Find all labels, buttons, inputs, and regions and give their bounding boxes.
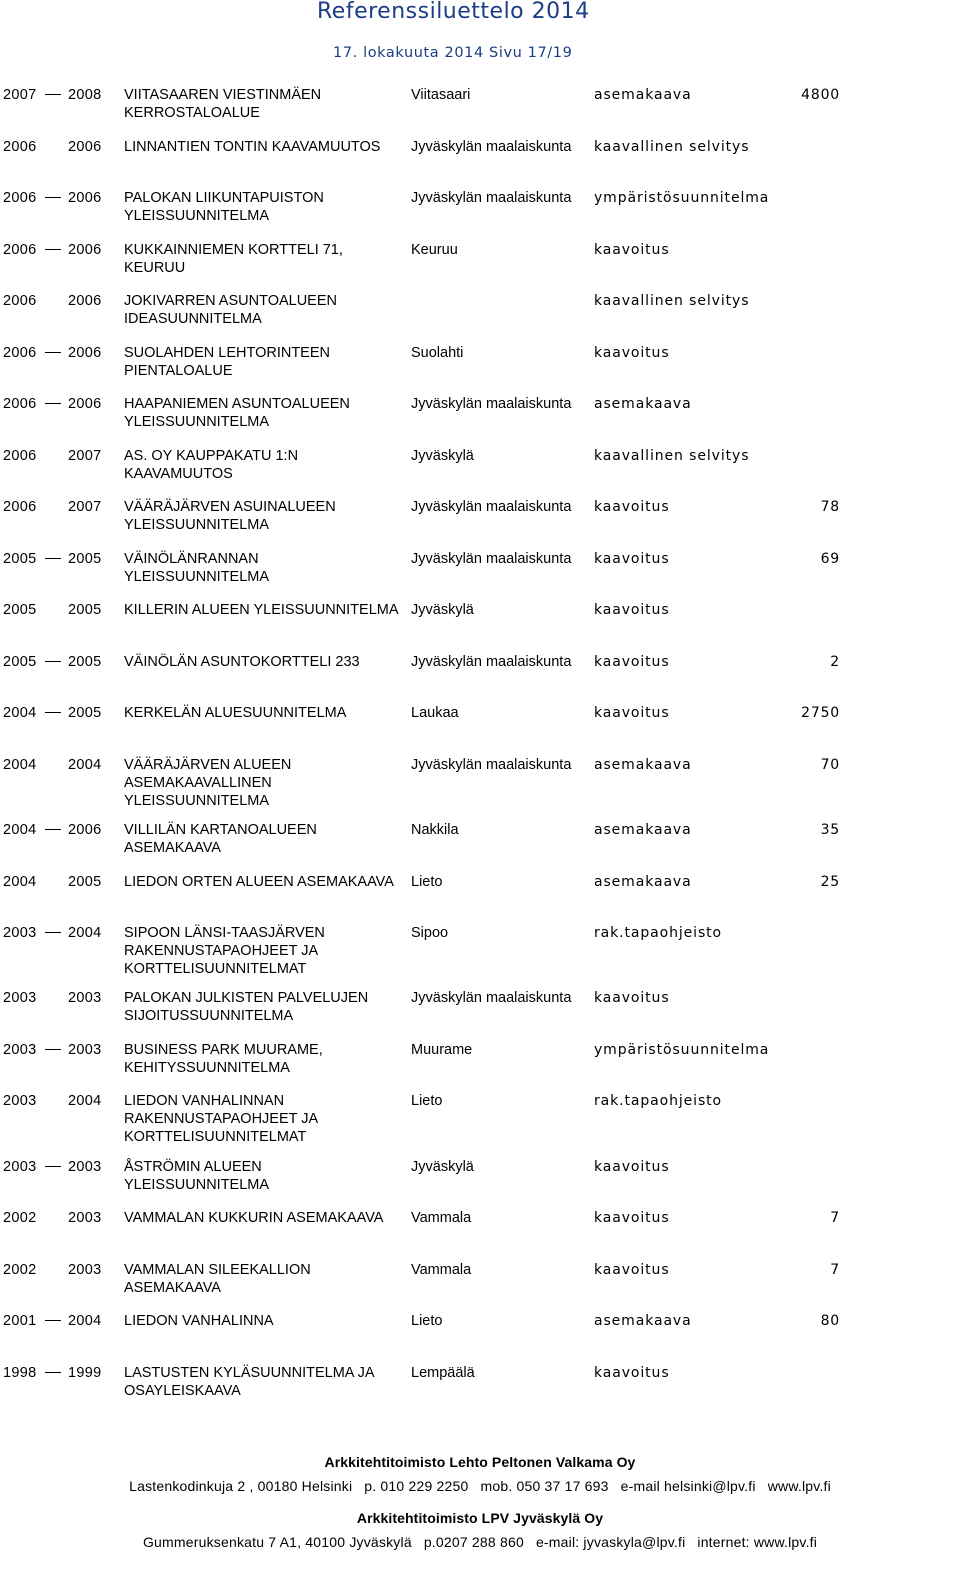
municipality: Jyväskylän maalaiskunta	[411, 654, 572, 670]
project-name: VAMMALAN SILEEKALLION ASEMAKAAVA	[124, 1262, 311, 1296]
end-year: 2004	[68, 757, 102, 773]
project-name: ÅSTRÖMIN ALUEEN YLEISSUUNNITELMA	[124, 1159, 270, 1193]
reference-row	[0, 924, 960, 977]
end-year: 2006	[68, 293, 102, 309]
end-year: 1999	[68, 1365, 102, 1381]
project-name: KUKKAINNIEMEN KORTTELI 71, KEURUU	[124, 242, 343, 276]
municipality: Jyväskylän maalaiskunta	[411, 990, 572, 1006]
plan-type: kaavoitus	[594, 242, 670, 258]
project-name: VÄÄRÄJÄRVEN ASUINALUEEN YLEISSUUNNITELMA	[124, 499, 336, 533]
start-year: 2001	[3, 1313, 37, 1329]
area-hectares: 2750	[801, 705, 840, 721]
municipality: Jyväskylän maalaiskunta	[411, 551, 572, 567]
start-year: 2005	[3, 602, 37, 618]
reference-row	[0, 395, 960, 435]
plan-type: rak.tapaohjeisto	[594, 1093, 723, 1109]
municipality: Sipoo	[411, 925, 449, 941]
end-year: 2006	[68, 139, 102, 155]
start-year: 2003	[3, 990, 37, 1006]
reference-row	[0, 821, 960, 861]
page-date-and-number: 17. lokakuuta 2014 Sivu 17/19	[333, 45, 573, 61]
plan-type: kaavoitus	[594, 654, 670, 670]
end-year: 2006	[68, 345, 102, 361]
project-name: LIEDON VANHALINNAN RAKENNUSTAPAOHJEET JA KORTTELISUUNNITELMAT	[124, 1093, 318, 1145]
municipality: Muurame	[411, 1042, 473, 1058]
plan-type: kaavallinen selvitys	[594, 139, 750, 155]
plan-type: kaavoitus	[594, 1159, 670, 1175]
municipality: Keuruu	[411, 242, 458, 258]
plan-type: asemakaava	[594, 822, 692, 838]
municipality: Lieto	[411, 874, 443, 890]
end-year: 2006	[68, 190, 102, 206]
area-hectares: 78	[820, 499, 840, 515]
start-year: 2003	[3, 1159, 37, 1175]
reference-row	[0, 550, 960, 590]
start-year: 2006	[3, 293, 37, 309]
year-range-dash	[45, 1320, 61, 1321]
plan-type: kaavoitus	[594, 602, 670, 618]
project-name: AS. OY KAUPPAKATU 1:N KAAVAMUUTOS	[124, 448, 299, 482]
area-hectares: 25	[820, 874, 840, 890]
reference-row	[0, 756, 960, 809]
plan-type: kaavoitus	[594, 1210, 670, 1226]
project-name: PALOKAN LIIKUNTAPUISTON YLEISSUUNNITELMA	[124, 190, 324, 224]
start-year: 2003	[3, 1042, 37, 1058]
start-year: 2002	[3, 1262, 37, 1278]
project-name: LIEDON ORTEN ALUEEN ASEMAKAAVA	[124, 874, 394, 890]
reference-row	[0, 989, 960, 1029]
year-range-dash	[45, 661, 61, 662]
footer-company-helsinki: Arkkitehtitoimisto Lehto Peltonen Valkama Oy	[324, 1454, 636, 1470]
year-range-dash	[45, 829, 61, 830]
plan-type: asemakaava	[594, 396, 692, 412]
plan-type: kaavoitus	[594, 345, 670, 361]
plan-type: ympäristösuunnitelma	[594, 1042, 770, 1058]
municipality: Vammala	[411, 1210, 472, 1226]
area-hectares: 2	[830, 654, 840, 670]
municipality: Jyväskylä	[411, 448, 474, 464]
area-hectares: 70	[820, 757, 840, 773]
plan-type: asemakaava	[594, 87, 692, 103]
municipality: Jyväskylän maalaiskunta	[411, 190, 572, 206]
end-year: 2008	[68, 87, 102, 103]
start-year: 2003	[3, 925, 37, 941]
reference-row	[0, 873, 960, 913]
reference-row	[0, 1261, 960, 1301]
year-range-dash	[45, 932, 61, 933]
year-range-dash	[45, 249, 61, 250]
end-year: 2005	[68, 551, 102, 567]
end-year: 2005	[68, 705, 102, 721]
start-year: 2004	[3, 705, 37, 721]
area-hectares: 80	[820, 1313, 840, 1329]
end-year: 2007	[68, 448, 102, 464]
end-year: 2005	[68, 654, 102, 670]
municipality: Jyväskylä	[411, 602, 474, 618]
reference-row	[0, 1364, 960, 1404]
start-year: 2005	[3, 551, 37, 567]
reference-row	[0, 704, 960, 744]
year-range-dash	[45, 1372, 61, 1373]
project-name: BUSINESS PARK MUURAME, KEHITYSSUUNNITELMA	[124, 1042, 323, 1076]
reference-row	[0, 138, 960, 178]
year-range-dash	[45, 558, 61, 559]
plan-type: kaavoitus	[594, 1262, 670, 1278]
reference-row	[0, 1158, 960, 1198]
footer-address: Gummeruksenkatu 7 A1, 40100 Jyväskylä	[142, 1534, 412, 1550]
start-year: 2003	[3, 1093, 37, 1109]
project-name: VÄINÖLÄNRANNAN YLEISSUUNNITELMA	[124, 551, 270, 585]
start-year: 1998	[3, 1365, 37, 1381]
footer-company-jyvaskyla: Arkkitehtitoimisto LPV Jyväskylä Oy	[356, 1510, 604, 1526]
footer-contact-jyvaskyla	[0, 1534, 960, 1550]
footer-email: e-mail: jyvaskyla@lpv.fi	[535, 1534, 686, 1550]
project-name: LINNANTIEN TONTIN KAAVAMUUTOS	[124, 139, 381, 155]
reference-row	[0, 1092, 960, 1145]
end-year: 2006	[68, 242, 102, 258]
area-hectares: 69	[820, 551, 840, 567]
end-year: 2004	[68, 1093, 102, 1109]
reference-row	[0, 1041, 960, 1081]
end-year: 2004	[68, 1313, 102, 1329]
plan-type: kaavoitus	[594, 1365, 670, 1381]
project-name: JOKIVARREN ASUNTOALUEEN IDEASUUNNITELMA	[124, 293, 337, 327]
project-name: VÄÄRÄJÄRVEN ALUEEN ASEMAKAAVALLINEN YLEISSUUNNITELMA	[124, 757, 292, 809]
start-year: 2004	[3, 874, 37, 890]
project-name: KILLERIN ALUEEN YLEISSUUNNITELMA	[124, 602, 399, 618]
year-range-dash	[45, 403, 61, 404]
end-year: 2003	[68, 990, 102, 1006]
year-range-dash	[45, 1166, 61, 1167]
reference-row	[0, 498, 960, 538]
end-year: 2004	[68, 925, 102, 941]
year-range-dash	[45, 352, 61, 353]
plan-type: ympäristösuunnitelma	[594, 190, 770, 206]
municipality: Lempäälä	[411, 1365, 475, 1381]
reference-row	[0, 189, 960, 229]
page-title: Referenssiluettelo 2014	[317, 0, 590, 24]
municipality: Lieto	[411, 1313, 443, 1329]
municipality: Jyväskylän maalaiskunta	[411, 139, 572, 155]
municipality: Jyväskylä	[411, 1159, 474, 1175]
project-name: HAAPANIEMEN ASUNTOALUEEN YLEISSUUNNITELMA	[124, 396, 350, 430]
end-year: 2006	[68, 822, 102, 838]
project-name: VÄINÖLÄN ASUNTOKORTTELI 233	[124, 654, 360, 670]
plan-type: rak.tapaohjeisto	[594, 925, 723, 941]
plan-type: kaavoitus	[594, 990, 670, 1006]
footer-website: internet: www.lpv.fi	[697, 1534, 818, 1550]
area-hectares: 7	[830, 1210, 840, 1226]
year-range-dash	[45, 197, 61, 198]
footer-email: e-mail helsinki@lpv.fi	[620, 1478, 756, 1494]
reference-row	[0, 1209, 960, 1249]
project-name: VILLILÄN KARTANOALUEEN ASEMAKAAVA	[124, 822, 317, 856]
reference-row	[0, 653, 960, 693]
municipality: Jyväskylän maalaiskunta	[411, 396, 572, 412]
reference-row	[0, 601, 960, 641]
municipality: Jyväskylän maalaiskunta	[411, 499, 572, 515]
project-name: SUOLAHDEN LEHTORINTEEN PIENTALOALUE	[124, 345, 330, 379]
start-year: 2007	[3, 87, 37, 103]
start-year: 2006	[3, 242, 37, 258]
plan-type: kaavoitus	[594, 705, 670, 721]
start-year: 2004	[3, 822, 37, 838]
municipality: Lieto	[411, 1093, 443, 1109]
project-name: VIITASAAREN VIESTINMÄEN KERROSTALOALUE	[124, 87, 322, 121]
project-name: SIPOON LÄNSI-TAASJÄRVEN RAKENNUSTAPAOHJEET JA KORTTELISUUNNITELMAT	[124, 925, 325, 977]
start-year: 2006	[3, 139, 37, 155]
plan-type: kaavallinen selvitys	[594, 293, 750, 309]
reference-row	[0, 241, 960, 281]
reference-row	[0, 447, 960, 487]
footer-phone: p. 010 229 2250	[364, 1478, 469, 1494]
area-hectares: 4800	[801, 87, 840, 103]
municipality: Nakkila	[411, 822, 459, 838]
footer-phone: p.0207 288 860	[423, 1534, 524, 1550]
footer-mobile: mob. 050 37 17 693	[480, 1478, 609, 1494]
end-year: 2006	[68, 396, 102, 412]
plan-type: asemakaava	[594, 874, 692, 890]
reference-row	[0, 344, 960, 384]
start-year: 2005	[3, 654, 37, 670]
end-year: 2007	[68, 499, 102, 515]
municipality: Jyväskylän maalaiskunta	[411, 757, 572, 773]
start-year: 2004	[3, 757, 37, 773]
start-year: 2006	[3, 499, 37, 515]
reference-row	[0, 292, 960, 332]
area-hectares: 35	[820, 822, 840, 838]
start-year: 2006	[3, 345, 37, 361]
end-year: 2003	[68, 1159, 102, 1175]
project-name: KERKELÄN ALUESUUNNITELMA	[124, 705, 347, 721]
plan-type: kaavallinen selvitys	[594, 448, 750, 464]
plan-type: kaavoitus	[594, 499, 670, 515]
end-year: 2003	[68, 1210, 102, 1226]
municipality: Vammala	[411, 1262, 472, 1278]
footer-contact-helsinki	[0, 1478, 960, 1494]
start-year: 2002	[3, 1210, 37, 1226]
reference-row	[0, 1312, 960, 1352]
end-year: 2005	[68, 874, 102, 890]
municipality: Viitasaari	[411, 87, 471, 103]
project-name: PALOKAN JULKISTEN PALVELUJEN SIJOITUSSUUNNITELMA	[124, 990, 369, 1024]
plan-type: kaavoitus	[594, 551, 670, 567]
footer-address: Lastenkodinkuja 2 , 00180 Helsinki	[129, 1478, 353, 1494]
project-name: LASTUSTEN KYLÄSUUNNITELMA JA OSAYLEISKAAVA	[124, 1365, 374, 1399]
year-range-dash	[45, 712, 61, 713]
start-year: 2006	[3, 190, 37, 206]
end-year: 2005	[68, 602, 102, 618]
year-range-dash	[45, 94, 61, 95]
reference-row	[0, 86, 960, 126]
start-year: 2006	[3, 396, 37, 412]
end-year: 2003	[68, 1262, 102, 1278]
municipality: Laukaa	[411, 705, 459, 721]
start-year: 2006	[3, 448, 37, 464]
year-range-dash	[45, 1049, 61, 1050]
plan-type: asemakaava	[594, 757, 692, 773]
area-hectares: 7	[830, 1262, 840, 1278]
project-name: LIEDON VANHALINNA	[124, 1313, 274, 1329]
footer-website: www.lpv.fi	[767, 1478, 831, 1494]
end-year: 2003	[68, 1042, 102, 1058]
plan-type: asemakaava	[594, 1313, 692, 1329]
municipality: Suolahti	[411, 345, 464, 361]
project-name: VAMMALAN KUKKURIN ASEMAKAAVA	[124, 1210, 384, 1226]
